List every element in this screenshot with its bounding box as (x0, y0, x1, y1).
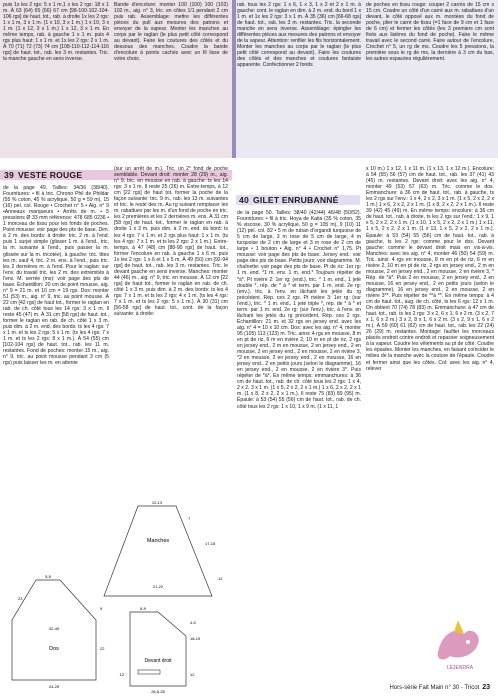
svg-text:12: 12 (190, 672, 195, 677)
section-40-heading (236, 195, 360, 205)
devant-pattern (120, 606, 201, 694)
top-text-column-2: Bande d'encolure: monter 100 (100) 100 (102) 102 m., aig. n° 3, tric. en côtes 1/1 pendant 2 cm puis rab. Assemblage: mettre les différentes pièces du pull aux mesures des patrons et envoyer de la vapeur. Monter les manches au corps par le raglan (le plus petit côté correspond au devant). Faire les coutures des côtés et du dessous des manches. Coudre la bande d'encolure à points cachés avec un fil lisse de votre choix. (114, 2, 228, 63)
svg-text:9: 9 (100, 606, 103, 611)
top-text-column-3: rab. tous les 2 rgs: 1 x 6, 1 x 3, 1 x 2 et 2 x 1 m. à gauche: cont. le raglan en dim. à 2 m. end. du bord 1 x 1 m. et 1x les 2 rgs: 3 x 1 m. À 35 (36) cm [66-68 rgs] de haut. tot., rab. les 3 m. restantes. Tric. la seconde manche en sens inverse. Assemblage: épingler les différentes pièces aux mesures des patrons et envoyer de la vapeur. Attention: renfiler les fils horizontalement. Monter les manches au corps par le raglan (le plus petit côté correspond au devant). Faire les coutures des côtés et des manches et coutures fantaisie apparente. Confectionner 2 fonds (237, 2, 361, 69)
dos-label: Dos (49, 646, 59, 652)
section-40-number: 40 (239, 195, 249, 205)
section-39-number: 39 (4, 170, 14, 180)
svg-text:7: 7 (188, 516, 191, 521)
top-text-column-4: de poches en tissu rouge: couper 2 carrés de 15 cm x 15 cm. Coudre un côté d'un carré aux m. rabattues d'un devant, le côté opposé aux m. montées du fond de poche, plier le carré de tissu (=1 face de 9 cm et 1 face de 6 cm) et fermer les côtés (les 3 premiers cm sont fixés aux lisières du fond de poche). Faire le même travail avec le second carré. Faire autour de l'encolure, Crochet n° 5, un rg de ms. Coudre les 5 pressions, la première sous le rg de ms, la dernière à 3 cm du bas, les autres espacées régulièrement. (366, 2, 494, 63)
svg-text:42-45: 42-45 (48, 626, 60, 631)
svg-text:23: 23 (18, 596, 23, 601)
section-39-column-2: (sur un arrêt de m.). Tric. un 2° fond de poche semblable. Devant droit: monter 28 (29) m., aig. n° 9, tric. en mousse en rab. à gauche: ts les 14 rgs: 3 x 1 m. Il reste 25 (26) m. Entre-temps, à 12 cm [22 rgs] de haut tot. former la poche de la façon suivante: tric. 9 m., rab. les 13 m. suivantes et tric. le reste des m. Au rg suivant remplacer les m. rabattues par les m. d'un fond de poche en tric. les 2 premières et les 2 dernières m. ens. À 31 cm [58 rgs] de haut. tot., former le raglan en rab. à droite 1 x 3 m. puis dim. à 2 m. end. du bord: ts les 4 rgs: 7 x 1 m. et 2 rgs plus haut: 1 x 1 m. (ts les 4 rgs: 7 x 1 m. et ts les 2 rgs: 2 x 1 m.). Entre-temps, à 47 (48) cm [88-90 rgs] de haut. tot., former l'encolure en rab. à gauche 1 x 6 m. puis 1x les 2 rgs: 1 x 6 et 1 x 5 m. À 49 (50) cm [92-94 rgs] de haut. tot., rab. les 3 m. restantes. Tric. le devant gauche en sens inverse. Manches: monter 44 (46) m., aig. n° 9, tric. en mousse. À 12 cm [22 rgs] de haut tot., former le raglan en rab. de ch. côté 1 x 3 m. puis dim. à 2 m. des bords: ts les 4 rgs: 7 x 1 m. et ts les 2 rgs: 4 x 1 m. (ts les 4 rgs: 7 x 1 m. et ts les 2 rgs: 5 x 1 m.). À 30 (31) cm [56-58 rgs] de haut. tot., cont. de la façon suivante: à droite: (114, 166, 228, 318)
svg-text:26,5-28: 26,5-28 (151, 689, 165, 694)
dos-pattern (12, 574, 105, 689)
footer-text: Hors-série Fait Main n° 30 - Tricot (389, 685, 480, 691)
section-39-column-1: de la page 49. Tailles: 34/36 (38/40). Fournitures: • fil à tric. Chrono Phil de Phildar (55 % coton, 45 % acrylique, 50 g = 59 m), 15 (16) pel. col. Rouge • Crochet n° 5 • Aig. n° 9 •Anneaux marqueurs • Arrêts de m. • 5 pressions Ø 33 mm référence: 478 685 0236 • 1 morceau de tissu pour les fonds de poches. Point mousse: voir page des pts de base. Dim. à 2 m. des bords: à droite: tric. 2 m. à l'end. puis 1 surjet simple (glisser 1 m. à l'end., tric. la m. suivante à l'end., puis passer la m. glissée sur la m. tricotée). à gauche: tric. tttes les m. sauf 4, tric. 2 m. ens. à l'end., puis tric. les 2 dernières m. à l'end. Pour le raglan: sur l'env. du travail tric. les 2 m. des extrémités à l'env. M. serrée (ms): voir page des pts de base. Échantillon: 20 cm de point mousse, aig. n° 9 = 21 m. et 10 cm = 19 rgs. Dos: monter 51 (53) m., aig. n° 9, tric. au point mousse. À 22 cm [42 rgs] de haut tot., former le raglan en rab. de ch. côté tous les 14 rgs: 3 x 1 m. Il reste 45 (47) m. À 31 cm [58 rgs] de haut. tot., former le raglan en rab. de ch. côté 1 x 3 m. puis dim. à 2 m. end. des bords: ts les 4 rgs: 7 x 1 m. et ts les 2 rgs: 5 x 1 m. (ts les 4 rgs: 7 x 1 m. et ts les 2 rgs: 8 x 1 m.). À 54 (55) cm [102-104 rgs] de haut. tot., rab. les 11 m. restantes. Fond de poches: monter 15 m., aig. n° 9, tric. au point mousse pendant 3 cm (5 rgs) puis laisser les m. en attente (3, 185, 109, 367)
svg-text:21-22: 21-22 (152, 584, 164, 589)
svg-text:22: 22 (100, 646, 105, 651)
svg-text:18-19: 18-19 (190, 636, 201, 641)
svg-text:5-5: 5-5 (45, 574, 51, 579)
svg-text:4-5: 4-5 (190, 620, 196, 625)
svg-text:17-18: 17-18 (205, 541, 216, 546)
section-40-title: GILET ENRUBANNÉ (252, 195, 339, 205)
section-40-column-1: de la page 50. Tailles: 38/40 (42/44) 46/48 (50/52). Fournitures: • fil à tric. Hoya de Katia (35 % coton, 35 % viscose, 30 % acrylique, 50 g = 105 m), 9 (10) 11 (12) pel. col. 82 • 5 m de ruban d'organdi turquoise de 5 cm de large, 3 m rose de 5 cm de large, 4 m turquoise de 2 cm de large et 3 m rose de 2 cm de large • 1 bouton • Aig. n° 4 • Crochet n° 1,75. Pt mousse: voir page des pts de base. Jersey end.: voir page des pts de base. Petits jours: voir diagramme. M. chaînette: voir page des pts de base. Pt de riz: 1er rg: 1 m. end. *1 m. env. 1 m. end.* Toujours répéter de *à*. Pt rivière 2: 1er rg: (end.), tric. * 1 m. end., 1 jeté double *, rép. de * à * et term. par 1 m. end. 2e rg: (env.), tric. à l'env. en lâchant les jetés du rg précédent. Rép. ces 2 rgs. Pt rivière 3: 1er rg: (sur l'end.), tric. * 1 m. end., 1 jeté triple *, rép. de * à * et term. par 1 m. end. 2e rg: (sur l'env.), tric. à l'env. en lâchant les jetés du rg précédent. Rép. ces 2 rgs. Échantillon: 21 m. et 32 rgs en jersey end. avec les aig. n° 4 = 10 x 10 cm. Dos: avec les aig. n° 4, monter 95 (105) 113 (123) m. Tric. ainsi: 4 rgs en mousse, 8 m en pt de riz, 6 m en rivière 2, 10 m en pt de riz, 2 rgs en jersey end., 2 m en mousse, 2 en jersey end., 2 en mousse, 2 en jersey end., 2 en mousse, 2 en rivière 3, *2 en mousse, 2 en jersey end., 2 en mousse, 16 en jersey end., 2 en petits jours (selon le diagramme), 16 en jersey end., 2 en mousse, 2 en rivière 3*. Puis répéter de *à*. En même temps: emmanchures: à 36 cm de haut. tot., rab. de ch. côté tous les 2 rgs: 1 x 4, 2 x 2, 3 x 1 m. (1 x 5, 2 x 2, 2 x 1 m.) 1 x 6, 2 x 2, 2 x 1 m. (1 x 8, 2 x 2, 2 x 1 m.). Il reste 75 (83) 89 (95) m. Épaule: à 53 (54) 55 (56) cm de haut. tot., rab. de ch. côté tous les 2 rgs: 1 x 10, 1 x 9 m. (1 x 11, 1 (237, 210, 361, 410)
devant-label: Devant droit (144, 658, 172, 664)
section-40-column-2: x 10 m.) 1 x 12, 1 x 11 m. (1 x 13, 1 x 12 m.). Encolure: à 54 (55) 56 (57) cm de haut. tot., rab. les 37 (41) 43 (45) m. restantes. Devant droit: avec les aig. n° 4, monter 49 (53) 57 (63) m. Tric. comme le dos. Emmanchure: à 36 cm de haut. tot., rab. à gauche, ts les 2 rgs sur l'env.: 1 x 4, 2 x 2, 3 x 1 m. (1 x 5, 2 x 2, 2 x 1 m.) 1 x 6, 2 x 2, 2 x 1 m. (1 x 8, 2 x 2, 2 x 1 m.). Il reste 39 (42) 45 (49) m. En même temps: encolure: à 36 cm de haut. tot., rab. à droite, ts les 2 rgs sur l'end.: 1 x 9, 1 x 5, 2 x 2, 2 x 1 m. (1 x 10, 1 x 5, 2 x 2, 2 x 1 m.) 1 x 11, 1 x 5, 2 x 2, 2 x 1 m. (1 x 13, 1 x 5, 2 x 2, 2 x 1 m.). Épaule: à 53 (54) 55 (56) cm de haut. tot., rab. à gauche, ts les 2 rgs: comme pour le dos. Devant gauche: comme le devant droit mais en vis-à-vis. Manches: avec les aig. n° 4, monter 46 (50) 54 (59) m. Tric. ainsi: 4 rgs en mousse, 8 m en pt de riz, 6 m en rivière 2, 10 m en pt de riz, 2 rgs en jersey end., 2 m en mousse, 2 en jersey end., 2 en mousse, 2 en rivière 3, * Rép. de *à*. Puis 2 en mousse, 2 en jersey end., 2 en mousse, 16 en jersey end., 2 en petits jours (selon le diagramme), 16 en jersey end., 2 en mousse, 2 en rivière 3**. Puis répéter de **à **. En même temps: à 4 cm de haut. tot., aug. de ch. côté, ts les 6 rgs: 12 x 1 m. On obtient 70 (74) 78 (83) m. Emmanchure: à 47 cm de haut. tot., rab. ts les 2 rgs: 3 x 2, 6 x 1, 6 x 2 m. (3 x 2, 7 x 1, 6 x 2 m.) 3 x 2, 8 x 1, 6 x 2 m. (3 x 2, 9 x 1, 6 x 2 m.). À 59 (60) 61 (62) cm de haut. tot., rab. les 22 (24) 26 (29) m. restantes. Montage: faufiler les morceaux placés endroit contre endroit et repasser soigneusement à la vapeur. Coudre les vêtements au pt de côté. Coudre les épaules. Monter les manches, en faisant coïncider le milieu de la manche avec la couture de l'épaule. Coudre et fermer ainsi que les côtés. Col: avec les aig. n° 4, relever (366, 166, 494, 372)
svg-text:12: 12 (218, 576, 223, 581)
svg-text:12: 12 (119, 672, 124, 677)
pattern-schematic (0, 500, 232, 695)
section-39-title: VESTE ROUGE (17, 170, 83, 180)
svg-text:LEJENDRA: LEJENDRA (446, 665, 474, 671)
manches-label: Manches (146, 538, 170, 544)
page-footer (300, 684, 490, 691)
manches-pattern (104, 500, 223, 596)
svg-text:12-13: 12-13 (151, 500, 163, 505)
svg-text:8-9: 8-9 (140, 606, 146, 611)
page-number: 23 (482, 684, 490, 691)
lejendra-watermark-logo (428, 612, 490, 672)
svg-text:24-25: 24-25 (48, 684, 60, 689)
top-text-column-1: puis 1x les 2 rgs: 5 x 1 m,1 x les 2 rgs: 18 x 1 m. À 63 (64) 65 (66) 67 cm [98-100-102-104-106 rgs] de haut. tot., rab. à droite 1x les 2 rgs: 1 x 1 m, 3 x 1 m. (1 x 10, 3 x 1 m.) 1 x 10, 3 x 1 m. (1 x 12, 3 x 1 m.) 1 x 12, 3 x 1 m. En même temps, rab. à gauche 1 x 1 m. puis 4 rgs plus haut: 1 x 1 m. et 1x les 2 rgs: 2 x 1 m. À 70 (71) 72 (73) 74 cm [108-110-112-114-116 rgs] de haut. tot., rab. les 3 m. restantes. Tric. la manche gauche en sens inverse. (3, 2, 109, 63)
